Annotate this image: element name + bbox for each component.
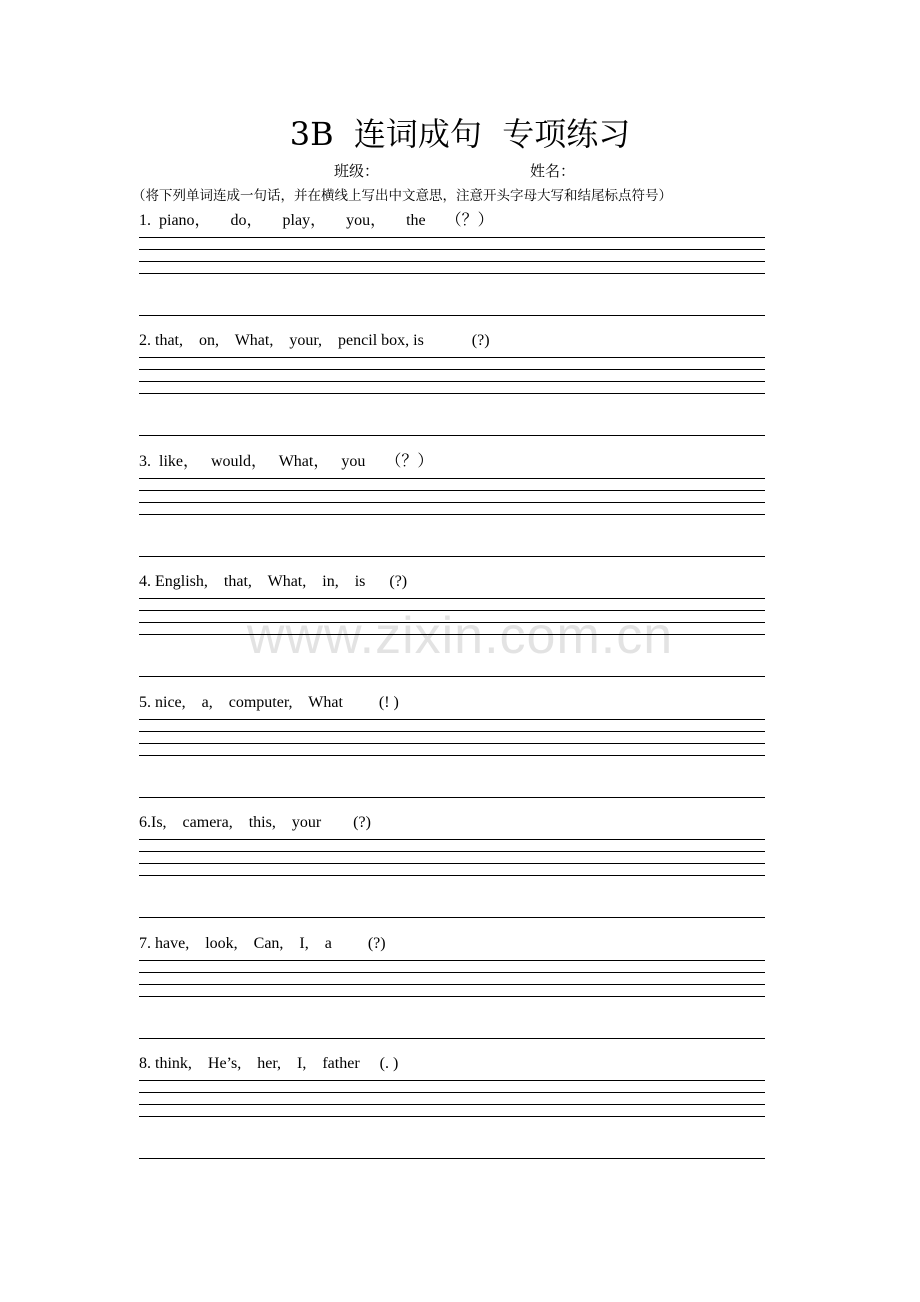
answer-line[interactable] (139, 731, 765, 732)
watermark: www.zixin.com.cn (246, 607, 674, 665)
translation-line[interactable] (139, 797, 765, 798)
answer-line[interactable] (139, 622, 765, 623)
answer-line[interactable] (139, 357, 765, 358)
answer-line[interactable] (139, 490, 765, 491)
worksheet-title: 3B 连词成句 专项练习 (289, 115, 631, 153)
name-label: 姓名： (530, 162, 576, 180)
translation-line[interactable] (139, 676, 765, 677)
answer-line[interactable] (139, 249, 765, 250)
translation-line[interactable] (139, 315, 765, 316)
answer-line[interactable] (139, 273, 765, 274)
answer-line[interactable] (139, 851, 765, 852)
answer-line[interactable] (139, 502, 765, 503)
instructions: （将下列单词连成一句话，并在横线上写出中文意思，注意开头字母大写和结尾标点符号） (132, 188, 672, 204)
exercise-prompt: 4. English, that, What, in, is (?) (139, 573, 408, 590)
translation-line[interactable] (139, 435, 765, 436)
answer-line[interactable] (139, 393, 765, 394)
answer-line[interactable] (139, 261, 765, 262)
exercise-prompt: 6.Is, camera, this, your (?) (139, 814, 371, 831)
answer-line[interactable] (139, 1116, 765, 1117)
answer-line[interactable] (139, 839, 765, 840)
answer-line[interactable] (139, 478, 765, 479)
answer-line[interactable] (139, 369, 765, 370)
answer-line[interactable] (139, 610, 765, 611)
answer-line[interactable] (139, 996, 765, 997)
answer-line[interactable] (139, 755, 765, 756)
translation-line[interactable] (139, 1038, 765, 1039)
exercise-prompt: 5. nice, a, computer, What (! ) (139, 694, 399, 711)
exercise-prompt: 7. have, look, Can, I, a (?) (139, 935, 386, 952)
answer-line[interactable] (139, 743, 765, 744)
answer-line[interactable] (139, 863, 765, 864)
exercise-prompt: 8. think, He’s, her, I, father (. ) (139, 1055, 399, 1072)
answer-line[interactable] (139, 381, 765, 382)
answer-line[interactable] (139, 719, 765, 720)
answer-line[interactable] (139, 972, 765, 973)
answer-line[interactable] (139, 984, 765, 985)
answer-line[interactable] (139, 960, 765, 961)
answer-line[interactable] (139, 598, 765, 599)
answer-line[interactable] (139, 634, 765, 635)
exercise-prompt: 3. like， would， What， you （？） (139, 453, 434, 470)
translation-line[interactable] (139, 917, 765, 918)
exercise-prompt: 1. piano， do， play， you， the （？） (139, 212, 494, 229)
answer-line[interactable] (139, 1092, 765, 1093)
answer-line[interactable] (139, 875, 765, 876)
answer-line[interactable] (139, 1104, 765, 1105)
translation-line[interactable] (139, 1158, 765, 1159)
answer-line[interactable] (139, 237, 765, 238)
answer-line[interactable] (139, 514, 765, 515)
translation-line[interactable] (139, 556, 765, 557)
answer-line[interactable] (139, 1080, 765, 1081)
exercise-prompt: 2. that, on, What, your, pencil box, is (?) (139, 332, 490, 349)
class-label: 班级： (334, 162, 380, 180)
